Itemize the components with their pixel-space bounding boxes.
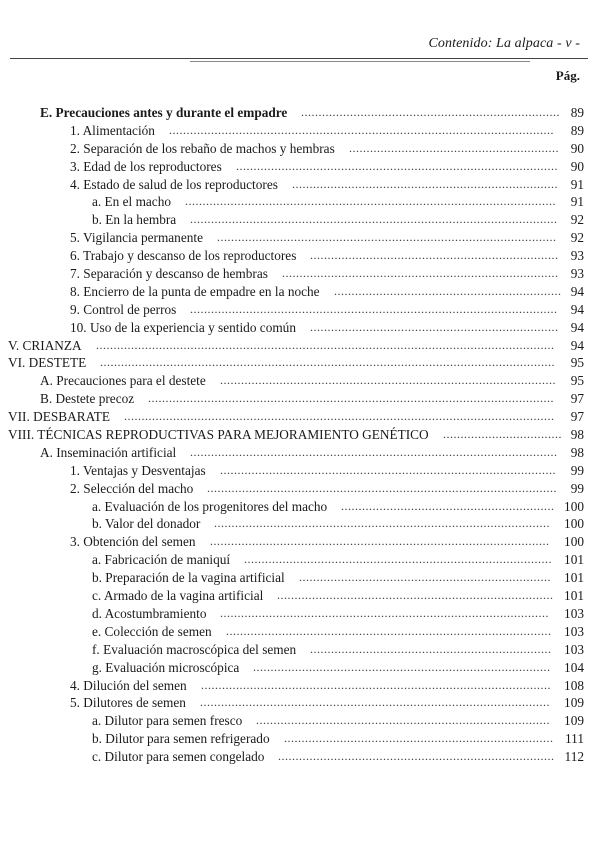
- toc-entry-label: d. Acostumbramiento: [92, 605, 207, 621]
- toc-entry-page: 94: [570, 283, 584, 299]
- toc-leader-dots: .....................................................................................: [253, 659, 551, 674]
- toc-entry-page: 95: [570, 355, 584, 371]
- toc-entry: [0, 480, 600, 498]
- toc-leader-dots: ....................................................................................: [256, 713, 550, 728]
- page-column-label: Pág.: [555, 68, 580, 83]
- toc-leader-dots: ....................................................................................................: [200, 695, 550, 710]
- toc-entry-page: 109: [564, 713, 584, 729]
- toc-entry-label: VI. DESTETE: [8, 355, 87, 371]
- toc-entry: [0, 265, 600, 283]
- toc-entry-page: 99: [570, 480, 584, 496]
- toc-entry: [0, 283, 600, 301]
- toc-entry-page: 90: [570, 140, 584, 156]
- toc-entry-page: 89: [570, 122, 584, 138]
- toc-leader-dots: .........................................................................................................: [190, 212, 558, 227]
- toc-entry-page: 90: [570, 158, 584, 174]
- toc-entry-page: 111: [565, 731, 584, 747]
- toc-entry: [0, 426, 600, 444]
- toc-entry-label: c. Armado de la vagina artificial: [92, 588, 264, 604]
- toc-leader-dots: ............................................................................................: [236, 158, 558, 173]
- toc-entry-page: 100: [564, 516, 584, 532]
- toc-entry-label: 8. Encierro de la punta de empadre en la noche: [70, 283, 320, 299]
- toc-leader-dots: ........................................................................: [299, 570, 551, 585]
- toc-entry-label: c. Dilutor para semen congelado: [92, 749, 265, 765]
- toc-entry-page: 112: [564, 749, 584, 765]
- toc-entry: [0, 641, 600, 659]
- toc-entry-label: B. Destete precoz: [40, 391, 135, 407]
- toc-entry: [0, 677, 600, 695]
- toc-entry-label: VII. DESBARATE: [8, 409, 110, 425]
- toc-leader-dots: ...........................................................................................................................: [124, 409, 555, 424]
- toc-leader-dots: .............................................................................................: [226, 623, 552, 638]
- toc-leader-dots: ..............................................................................................: [220, 605, 549, 620]
- toc-entry-page: 89: [570, 105, 584, 120]
- toc-entry-page: 101: [564, 552, 584, 568]
- toc-leader-dots: ...............................................................................: [282, 266, 559, 281]
- toc-leader-dots: ...............................................................................: [277, 588, 554, 603]
- toc-entry: [0, 462, 600, 480]
- toc-leader-dots: ..................................: [443, 427, 562, 442]
- toc-leader-dots: .......................................................................: [310, 319, 559, 334]
- toc-entry-label: b. Dilutor para semen refrigerado: [92, 731, 270, 747]
- toc-entry: [0, 623, 600, 641]
- toc-entry-label: 2. Selección del macho: [70, 480, 194, 496]
- toc-leader-dots: .....................................................................: [310, 641, 552, 656]
- toc-entry: [0, 408, 600, 426]
- toc-entry: [0, 659, 600, 677]
- toc-entry: [0, 712, 600, 730]
- toc-leader-dots: ..................................................................................................................................: [100, 355, 555, 370]
- toc-entry: [0, 104, 600, 122]
- toc-leader-dots: ................................................................................................: [214, 516, 550, 531]
- running-header: Contenido: La alpaca - v -: [428, 36, 580, 51]
- toc-entry-label: 4. Dilución del semen: [70, 677, 187, 693]
- toc-entry-label: 1. Alimentación: [70, 122, 155, 138]
- toc-entry: [0, 122, 600, 140]
- toc-leader-dots: .............................................................................: [284, 731, 554, 746]
- toc-entry-label: 10. Uso de la experiencia y sentido común: [70, 319, 296, 335]
- toc-entry-page: 92: [570, 230, 584, 246]
- toc-entry-page: 91: [570, 176, 584, 192]
- toc-entry-page: 93: [570, 266, 584, 282]
- toc-leader-dots: ..........................................................................................................: [185, 194, 556, 209]
- toc-entry: [0, 140, 600, 158]
- toc-entry: [0, 319, 600, 337]
- toc-leader-dots: ..........................................................................: [301, 105, 560, 119]
- toc-entry-page: 108: [564, 677, 584, 693]
- toc-entry: [0, 730, 600, 748]
- toc-entry-label: f. Evaluación macroscópica del semen: [92, 641, 297, 657]
- toc-entry-label: 4. Estado de salud de los reproductores: [70, 176, 278, 192]
- toc-leader-dots: ................................................................................................: [220, 373, 556, 388]
- toc-entry-page: 100: [564, 498, 584, 514]
- toc-entry-page: 100: [564, 534, 584, 550]
- toc-entry-label: g. Evaluación microscópica: [92, 659, 240, 675]
- toc-leader-dots: ........................................................................................: [244, 552, 552, 567]
- toc-entry-label: 2. Separación de los rebaño de machos y hembras: [70, 140, 335, 156]
- toc-entry: [0, 193, 600, 211]
- toc-entry-page: 103: [564, 623, 584, 639]
- toc-entry-label: a. Dilutor para semen fresco: [92, 713, 243, 729]
- toc-entry-page: 98: [570, 427, 584, 443]
- toc-entry-label: b. Valor del donador: [92, 516, 201, 532]
- toc-entry: [0, 247, 600, 265]
- toc-leader-dots: .................................................................................................: [217, 230, 557, 245]
- toc-leader-dots: ....................................................................................................................: [148, 391, 554, 406]
- toc-entry-label: a. En el macho: [92, 194, 172, 210]
- toc-entry: [0, 229, 600, 247]
- toc-entry-page: 94: [570, 301, 584, 317]
- toc-entry: [0, 211, 600, 229]
- toc-leader-dots: ................................................................................................: [220, 462, 556, 477]
- toc-entry-page: 99: [570, 462, 584, 478]
- toc-entry: [0, 354, 600, 372]
- toc-entry: [0, 176, 600, 194]
- toc-leader-dots: ....................................................................................................: [201, 677, 551, 692]
- toc-entry: [0, 390, 600, 408]
- header-rule-secondary: [190, 61, 530, 62]
- toc-entry: [0, 515, 600, 533]
- toc-entry-label: e. Colección de semen: [92, 623, 212, 639]
- toc-entry-page: 94: [570, 319, 584, 335]
- toc-entry-page: 95: [570, 373, 584, 389]
- toc-entry-page: 93: [570, 248, 584, 264]
- toc-entry: [0, 498, 600, 516]
- toc-entry: [0, 569, 600, 587]
- toc-entry-label: b. Preparación de la vagina artificial: [92, 570, 285, 586]
- toc-leader-dots: ...................................................................................................................................: [96, 337, 555, 352]
- toc-entry-label: 6. Trabajo y descanso de los reproductores: [70, 248, 297, 264]
- table-of-contents: [0, 104, 600, 766]
- toc-entry-label: A. Precauciones para el destete: [40, 373, 206, 389]
- toc-entry-page: 97: [570, 391, 584, 407]
- toc-entry-page: 92: [570, 212, 584, 228]
- toc-entry: [0, 694, 600, 712]
- header-rule: [10, 58, 588, 59]
- toc-entry: [0, 337, 600, 355]
- toc-entry-page: 103: [564, 641, 584, 657]
- toc-entry-label: a. Evaluación de los progenitores del macho: [92, 498, 328, 514]
- toc-entry: [0, 444, 600, 462]
- toc-entry: [0, 605, 600, 623]
- toc-entry: [0, 533, 600, 551]
- toc-entry-page: 101: [564, 588, 584, 604]
- toc-leader-dots: ...............................................................................: [278, 749, 555, 764]
- toc-entry-page: 101: [564, 570, 584, 586]
- toc-leader-dots: .......................................................................: [310, 248, 559, 263]
- toc-leader-dots: .................................................................................................: [210, 534, 550, 549]
- toc-entry-page: 104: [564, 659, 584, 675]
- toc-entry-label: 5. Dilutores de semen: [70, 695, 186, 711]
- toc-entry-label: 3. Obtención del semen: [70, 534, 196, 550]
- toc-entry-label: V. CRIANZA: [8, 337, 82, 353]
- toc-entry-page: 109: [564, 695, 584, 711]
- toc-entry-page: 98: [570, 444, 584, 460]
- toc-leader-dots: .............................................................: [341, 498, 555, 513]
- toc-entry: [0, 748, 600, 766]
- toc-entry-label: 1. Ventajas y Desventajas: [70, 462, 206, 478]
- toc-entry: [0, 158, 600, 176]
- toc-entry-label: 5. Vigilancia permanente: [70, 230, 203, 246]
- toc-entry-label: 3. Edad de los reproductores: [70, 158, 222, 174]
- toc-leader-dots: ....................................................................................................: [207, 480, 557, 495]
- toc-entry-page: 97: [570, 409, 584, 425]
- toc-leader-dots: ............................................................................: [292, 176, 558, 191]
- toc-leader-dots: .................................................................: [334, 283, 562, 298]
- toc-entry-page: 94: [570, 337, 584, 353]
- toc-entry: [0, 587, 600, 605]
- toc-entry-page: 91: [570, 194, 584, 210]
- toc-leader-dots: .........................................................................................................: [190, 301, 558, 316]
- toc-entry-label: A. Inseminación artificial: [40, 444, 177, 460]
- toc-leader-dots: .........................................................................................................: [190, 444, 558, 459]
- toc-entry-label: a. Fabricación de maniquí: [92, 552, 231, 568]
- toc-leader-dots: ............................................................: [349, 140, 559, 155]
- toc-entry-label: b. En la hembra: [92, 212, 177, 228]
- toc-entry-label: VIII. TÉCNICAS REPRODUCTIVAS PARA MEJORAMIENTO GENÉTICO: [8, 427, 429, 443]
- toc-entry-page: 103: [564, 605, 584, 621]
- toc-entry-label: 7. Separación y descanso de hembras: [70, 266, 268, 282]
- toc-entry: [0, 301, 600, 319]
- toc-entry: [0, 551, 600, 569]
- toc-leader-dots: ..............................................................................................................: [169, 122, 554, 137]
- toc-entry-label: E. Precauciones antes y durante el empadre: [40, 105, 288, 120]
- toc-entry-label: 9. Control de perros: [70, 301, 177, 317]
- toc-entry: [0, 372, 600, 390]
